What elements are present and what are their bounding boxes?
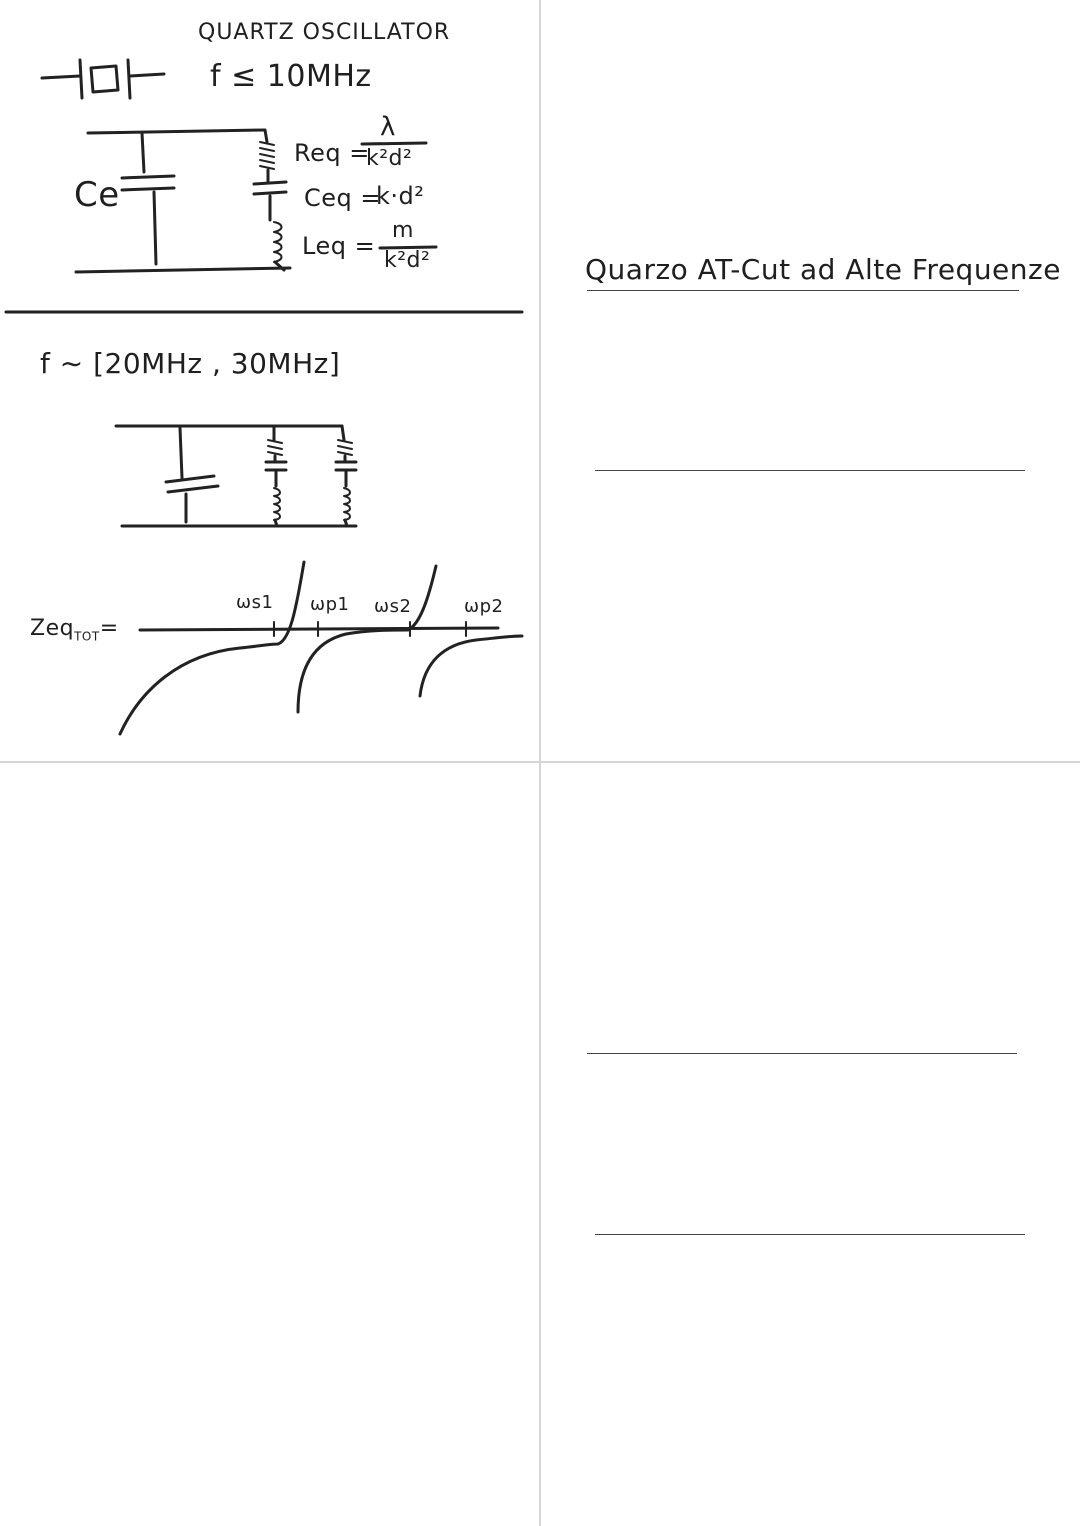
multi-resonator-circuit-diagram xyxy=(110,416,370,536)
impedance-plot xyxy=(110,560,539,750)
frequency-limit: f ≤ 10MHz xyxy=(210,59,372,94)
resonance-label-wp2: ωp2 xyxy=(464,596,504,617)
quadrant-bottom-right xyxy=(541,763,1080,1526)
resonance-label-ws2: ωs2 xyxy=(374,596,412,617)
quadrant-bottom-left xyxy=(0,763,539,1526)
frequency-range: f ∼ [20MHz , 30MHz] xyxy=(40,347,341,380)
notes-rule-3 xyxy=(595,1234,1025,1235)
req-numerator: λ xyxy=(380,112,396,142)
notes-rule-1 xyxy=(595,470,1025,471)
impedance-curve-branch-2 xyxy=(298,566,436,712)
leq-label: Leq = xyxy=(302,232,376,260)
quadrant-top-right xyxy=(541,0,1080,761)
page-title: QUARTZ OSCILLATOR xyxy=(198,20,451,45)
resonance-label-wp1: ωp1 xyxy=(310,594,350,615)
quadrant-top-left xyxy=(0,0,539,761)
impedance-curve-branch-1 xyxy=(120,562,304,734)
impedance-curve-branch-3 xyxy=(420,636,522,696)
impedance-label xyxy=(30,618,119,642)
impedance-label-equals: = xyxy=(99,616,119,641)
resonance-label-ws1: ωs1 xyxy=(236,592,274,613)
leq-denominator: k²d² xyxy=(384,248,431,273)
req-label: Req = xyxy=(294,139,370,167)
impedance-label-main: Zeq xyxy=(30,616,75,641)
impedance-label-subscript: TOT xyxy=(74,629,100,644)
section-separator-line xyxy=(0,306,539,316)
ceq-value: k·d² xyxy=(376,182,425,210)
heading-underline xyxy=(587,290,1019,291)
notes-rule-2 xyxy=(587,1053,1017,1054)
req-denominator: k²d² xyxy=(366,146,413,171)
crystal-symbol-icon xyxy=(36,56,176,106)
capacitor-label: Ce xyxy=(74,175,120,215)
section-heading: Quarzo AT-Cut ad Alte Frequenze xyxy=(585,253,1061,286)
leq-numerator: m xyxy=(392,218,414,243)
ceq-label: Ceq = xyxy=(304,184,381,212)
